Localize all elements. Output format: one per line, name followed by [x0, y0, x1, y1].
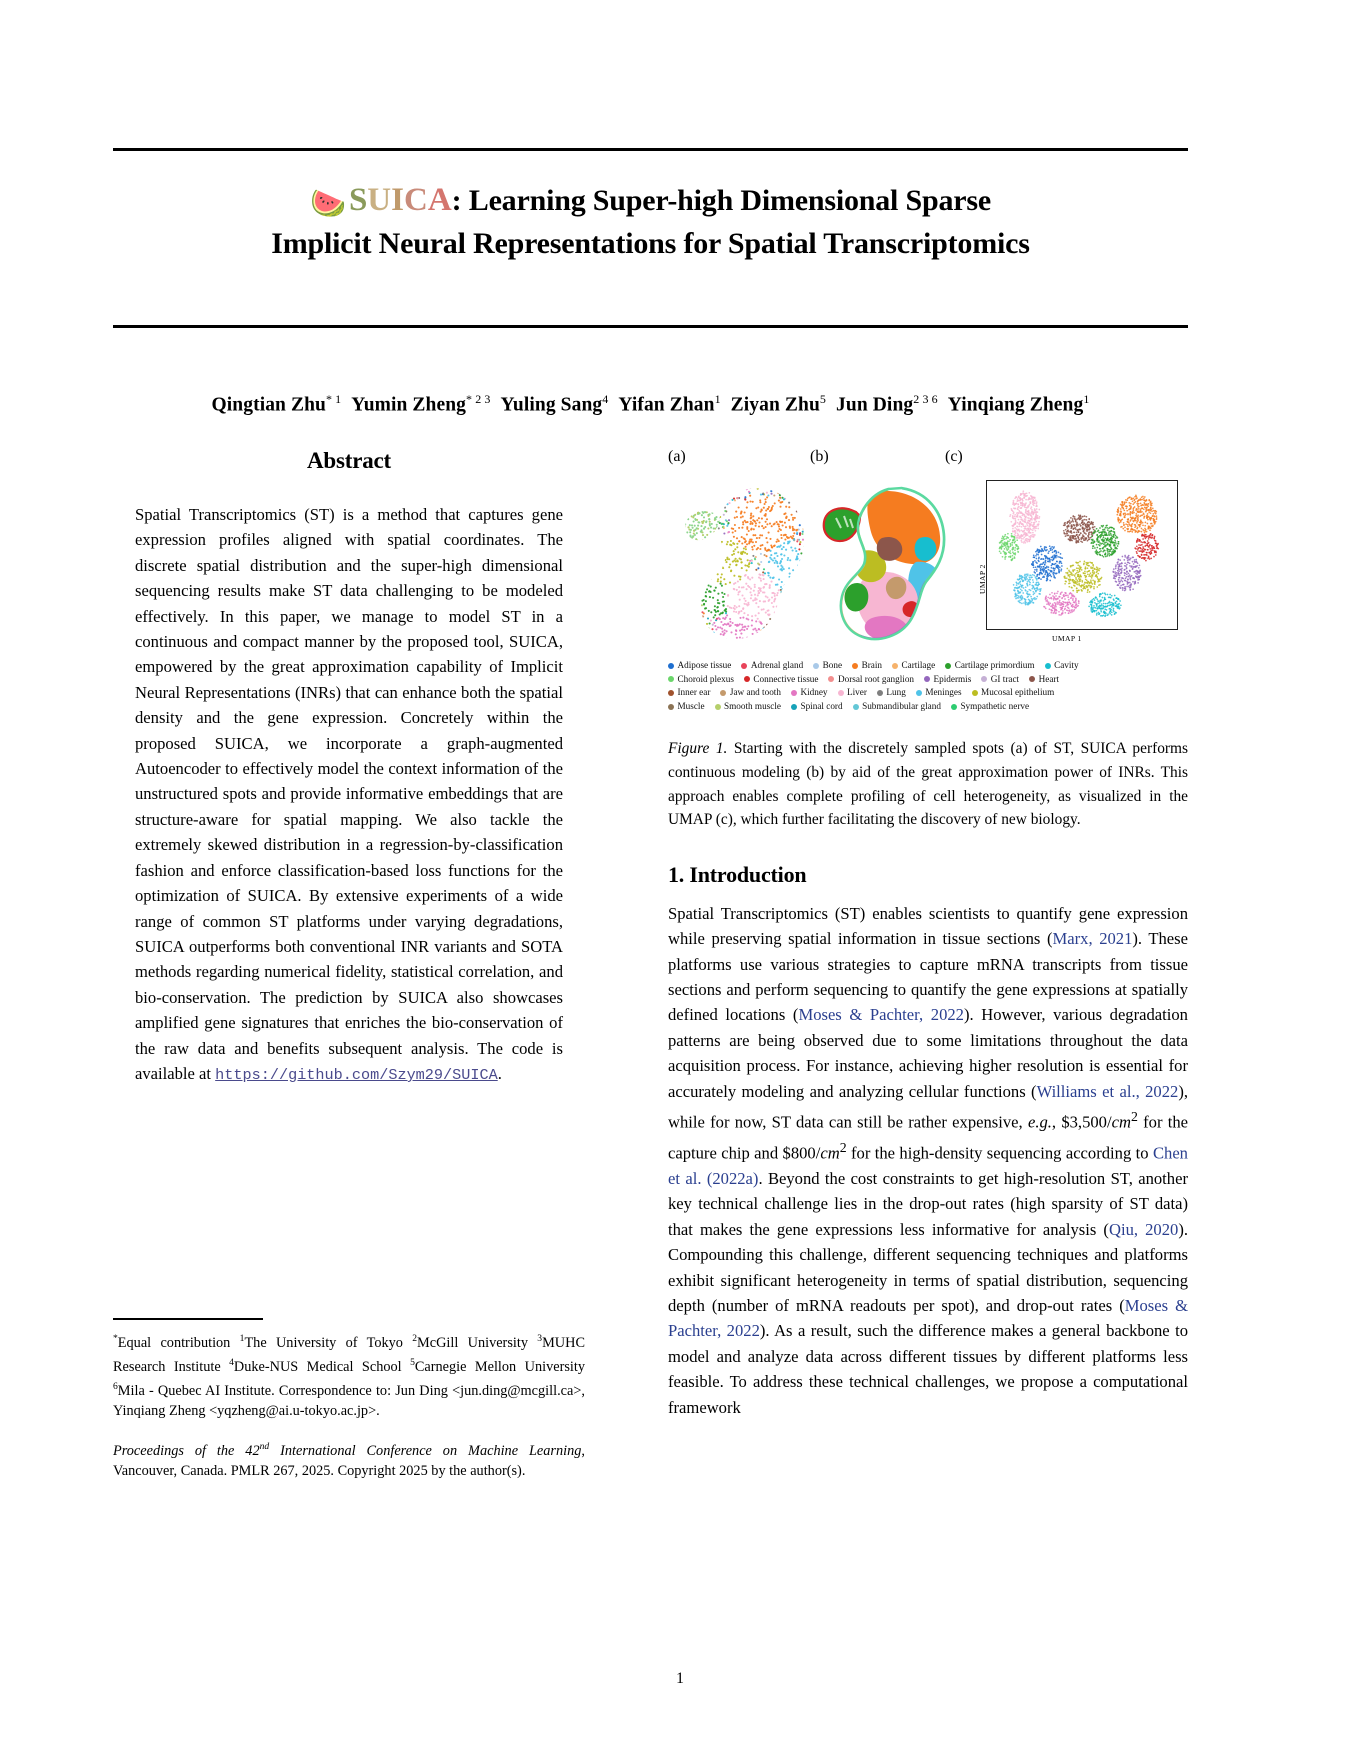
author-affiliation-marker: 4 [602, 392, 609, 406]
author-name: Qingtian Zhu [211, 394, 326, 416]
author-affiliation-marker: * 2 3 [466, 392, 491, 406]
legend-item [1045, 659, 1079, 673]
figure-1 [668, 448, 1188, 832]
legend-color-dot [828, 676, 834, 682]
legend-label: Brain [861, 660, 882, 670]
legend-item [924, 673, 971, 687]
body-text: ), while for now, ST data can still be rather expensive, [668, 1081, 1188, 1132]
legend-label: Lung [886, 687, 906, 698]
author-name: Yinqiang Zheng [947, 394, 1084, 416]
legend-color-dot [744, 676, 750, 682]
author-affiliation-marker: * 1 [325, 392, 342, 406]
brand-letter-c: C [403, 182, 428, 218]
legend-label: Submandibular gland [862, 700, 941, 711]
author-affiliation-marker: 5 [819, 392, 827, 406]
legend-color-dot [945, 663, 951, 669]
legend-color-dot [668, 676, 674, 682]
legend-label: Epidermis [933, 673, 972, 684]
body-text: ). However, various degradation patterns are being observed due to some limitations throughout the data acquisition process. For instance, achieving higher resolution is essential for accurately modeling and analyzing cellular functions ( [668, 1005, 1188, 1101]
math-variable: cm [1111, 1112, 1131, 1132]
body-text: . Beyond the cost constraints to get high-resolution ST, another key technical challenge lies in the drop-out rates (high sparsity of ST data) that makes the gene expressions less informative for analysis ( [668, 1168, 1188, 1239]
page-title [113, 180, 1188, 264]
header-rule-bottom [113, 325, 1188, 328]
superscript: nd [259, 1441, 270, 1453]
legend-item [828, 673, 914, 687]
legend-item [715, 700, 781, 714]
figure-caption [668, 737, 1188, 831]
legend-row [668, 673, 1188, 687]
legend-item [791, 686, 828, 700]
legend-label: Adipose tissue [677, 660, 732, 670]
footnote-rule [113, 1318, 263, 1320]
footnote-affiliations [113, 1329, 585, 1422]
section-heading-introduction: 1. Introduction [668, 861, 807, 887]
superscript: 3 [537, 1332, 543, 1344]
citation-link[interactable]: Marx, 2021 [1052, 929, 1133, 949]
emphasis-text: e.g. [1027, 1112, 1052, 1132]
legend-color-dot [668, 690, 674, 696]
legend-label: Connective tissue [753, 673, 819, 684]
citation-link[interactable]: Williams et al., 2022 [1036, 1081, 1179, 1101]
legend-label: Mucosal epithelium [981, 687, 1055, 698]
right-column [668, 448, 1188, 1420]
panel-label-a: (a) [668, 448, 686, 465]
legend-color-dot [668, 663, 674, 669]
left-column [113, 448, 585, 1088]
title-line-1 [113, 180, 1188, 224]
emphasis-text: International Conference on Machine Learning [269, 1443, 582, 1460]
legend-color-dot [972, 690, 978, 696]
legend-item [741, 659, 803, 673]
tissue-region [915, 537, 937, 561]
footnote-block [113, 1318, 585, 1481]
author-affiliation-marker: 1 [1083, 392, 1090, 406]
legend-item [838, 686, 867, 700]
legend-label: Meninges [925, 687, 962, 698]
emphasis-text: Proceedings of the 42 [113, 1443, 260, 1460]
body-text: , $3,500/ [1051, 1112, 1112, 1132]
legend-label: Bone [822, 660, 843, 670]
legend-item [951, 700, 1029, 714]
legend-label: Heart [1038, 673, 1060, 684]
body-text: , Vancouver, Canada. PMLR 267, 2025. Copyright 2025 by the author(s). [113, 1443, 585, 1479]
legend-color-dot [981, 676, 987, 682]
legend-label: Smooth muscle [724, 700, 781, 711]
legend-label: Sympathetic nerve [960, 700, 1030, 711]
body-text: McGill University [417, 1334, 538, 1351]
citation-link[interactable]: Chen et al. (2022a) [668, 1143, 1188, 1188]
legend-label: Kidney [800, 687, 828, 698]
abstract-text: Spatial Transcriptomics (ST) is a method that captures gene expression profiles aligned with spatial coordinates. The discrete spatial distribution and the super-high dimensional sequencing results make ST data challenging to be modeled effectively. In this paper, we manage to model ST in a continuous and compact manner by the proposed tool, SUICA, empowered by the great approximation capability of Implicit Neural Representations (INRs) that can enhance both the spatial density and the gene expression. Concretely within the proposed SUICA, we incorporate a graph-augmented Autoencoder to effectively model the context information of the unstructured spots and provide informative embeddings that are structure-aware for spatial mapping. We also tackle the extremely skewed distribution in a regression-by-classification fashion and enforce classification-based loss functions for the optimization of SUICA. By extensive experiments of a wide range of common ST platforms under varying degradations, SUICA outperforms both conventional INR variants and SOTA methods regarding numerical fidelity, statistical correlation, and bio-conservation. The prediction by SUICA also showcases amplified gene signatures that enriches the bio-conservation of the raw data and benefits subsequent analysis. The code is available at [135, 505, 563, 1083]
body-text: Mila - Quebec AI Institute. Correspondence to: Jun Ding <jun.ding@mcgill.ca>, Yinqiang Zheng <yqzheng@ai.u-tokyo.ac.jp>. [113, 1383, 585, 1419]
panel-label-b: (b) [810, 448, 829, 465]
legend-color-dot [951, 704, 957, 710]
legend-item [916, 686, 962, 700]
legend-color-dot [813, 663, 819, 669]
body-text: ). These platforms use various strategies to capture mRNA transcripts from tissue sections and perform sequencing to quantify the gene expressions at spatially defined locations ( [668, 929, 1188, 1025]
math-variable: cm [820, 1143, 840, 1163]
legend-label: Dorsal root ganglion [837, 673, 915, 684]
superscript: * [113, 1332, 118, 1344]
legend-item [720, 686, 781, 700]
legend-label: Spinal cord [800, 700, 843, 711]
legend-item [853, 700, 941, 714]
footnote-proceedings [113, 1437, 585, 1481]
legend-color-dot [852, 663, 858, 669]
body-text: ). As a result, such the difference makes a general backbone to model and analyze data across different tissues by different platforms less feasible. To address these technical challenges, we propose a computational framework [668, 1321, 1188, 1417]
legend-label: Cartilage [901, 660, 936, 670]
legend-item [668, 686, 710, 700]
figure-panels [668, 476, 1188, 651]
legend-color-dot [791, 704, 797, 710]
citation-link[interactable]: Qiu, 2020 [1108, 1219, 1179, 1239]
figure-legend [668, 659, 1188, 713]
legend-item [945, 659, 1034, 673]
panel-label-c: (c) [945, 448, 963, 465]
brand-letter-s: S [348, 182, 368, 218]
legend-item [1029, 673, 1059, 687]
umap-scatter [987, 481, 1177, 629]
superscript: 5 [410, 1356, 415, 1368]
brand-letter-a: A [427, 182, 452, 218]
legend-color-dot [720, 690, 726, 696]
body-text: MUHC Research Institute [113, 1334, 585, 1375]
legend-label: Jaw and tooth [729, 687, 781, 698]
author-name: Ziyan Zhu [730, 394, 820, 416]
legend-item [972, 686, 1055, 700]
legend-color-dot [892, 663, 898, 669]
superscript: 2 [412, 1332, 418, 1344]
legend-label: Inner ear [677, 687, 711, 698]
legend-item [668, 659, 731, 673]
legend-color-dot [916, 690, 922, 696]
title-rest-1: : Learning Super-high Dimensional Sparse [451, 184, 991, 217]
legend-color-dot [877, 690, 883, 696]
limb-shape [824, 508, 860, 541]
superscript: 2 [1130, 1109, 1138, 1124]
author-affiliation-marker: 2 3 6 [913, 392, 938, 406]
legend-item [744, 673, 819, 687]
body-text: ). Compounding this challenge, different sequencing techniques and platforms exhibit significant heterogeneity in terms of spatial distribution, sequencing depth (number of mRNA readouts per spot), and drop-out rates ( [668, 1219, 1188, 1315]
legend-item [813, 659, 842, 673]
legend-item [791, 700, 843, 714]
abstract-heading: Abstract [307, 448, 391, 473]
legend-color-dot [741, 663, 747, 669]
legend-color-dot [853, 704, 859, 710]
brand-letter-i: I [391, 182, 404, 218]
umap-plot-box [986, 480, 1178, 630]
superscript: 6 [113, 1381, 118, 1393]
legend-item [892, 659, 935, 673]
body-text: for the capture chip and $800/ [668, 1112, 1189, 1163]
legend-color-dot [668, 704, 674, 710]
legend-color-dot [715, 704, 721, 710]
citation-link[interactable]: Moses & Pachter, 2022 [668, 1295, 1189, 1341]
umap-y-axis-label: UMAP 2 [978, 564, 987, 594]
panel-b-continuous-embryo [816, 478, 976, 650]
body-text: The University of Tokyo [244, 1334, 413, 1351]
author-affiliation-marker: 1 [714, 392, 721, 406]
figure-caption-text: Starting with the discretely sampled spots (a) of ST, SUICA performs continuous modeling (b) by aid of the great approximation power of INRs. This approach enables complete profiling of cell heterogeneity, as visualized in the UMAP (c), which further facilitating the discovery of new biology. [668, 740, 1188, 829]
figure-number: Figure 1. [668, 740, 728, 758]
legend-label: Adrenal gland [750, 660, 804, 670]
code-link[interactable]: https://github.com/Szym29/SUICA [215, 1065, 498, 1084]
legend-row [668, 700, 1188, 714]
superscript: 4 [229, 1356, 234, 1368]
page-number: 1 [676, 1670, 684, 1687]
legend-label: Cartilage primordium [954, 660, 1035, 670]
legend-color-dot [1029, 676, 1035, 682]
panel-a-scatter-embryo [676, 478, 836, 650]
citation-link[interactable]: Moses & Pachter, 2022 [798, 1005, 964, 1025]
author-name: Yifan Zhan [618, 394, 715, 416]
superscript: 1 [239, 1332, 245, 1344]
author-list [113, 392, 1188, 417]
body-text: Equal contribution [117, 1334, 240, 1351]
legend-item [877, 686, 906, 700]
abstract-body [113, 502, 585, 1088]
body-text: for the high-density sequencing according to [846, 1143, 1153, 1163]
legend-item [668, 700, 705, 714]
umap-x-axis-label: UMAP 1 [1052, 634, 1082, 643]
introduction-paragraph [668, 901, 1188, 1420]
legend-row [668, 686, 1188, 700]
body-text: Carnegie Mellon University [414, 1358, 585, 1375]
brand-letter-u: U [367, 182, 392, 218]
legend-label: Choroid plexus [677, 673, 734, 684]
body-text: Duke-NUS Medical School [233, 1358, 411, 1375]
header-rule-top [113, 148, 1188, 151]
legend-color-dot [791, 690, 797, 696]
legend-item [668, 673, 734, 687]
legend-label: Cavity [1054, 660, 1079, 670]
author-name: Yumin Zheng [351, 394, 467, 416]
legend-item [981, 673, 1019, 687]
legend-color-dot [838, 690, 844, 696]
abstract-text-tail: . [497, 1063, 502, 1083]
author-name: Jun Ding [836, 394, 914, 416]
superscript: 2 [839, 1139, 847, 1155]
body-text: Spatial Transcriptomics (ST) enables scientists to quantify gene expression while preserving spatial information in tissue sections ( [668, 903, 1188, 949]
brand-suica [349, 182, 452, 218]
author-name: Yuling Sang [500, 394, 603, 416]
watermelon-icon: 🍉 [310, 188, 346, 220]
legend-label: GI tract [990, 673, 1020, 684]
legend-row [668, 659, 1188, 673]
legend-color-dot [1045, 663, 1051, 669]
legend-label: Muscle [677, 700, 705, 711]
title-line-2: Implicit Neural Representations for Spatial Transcriptomics [271, 227, 1030, 260]
legend-label: Liver [847, 687, 867, 698]
legend-color-dot [924, 676, 930, 682]
legend-item [852, 659, 882, 673]
